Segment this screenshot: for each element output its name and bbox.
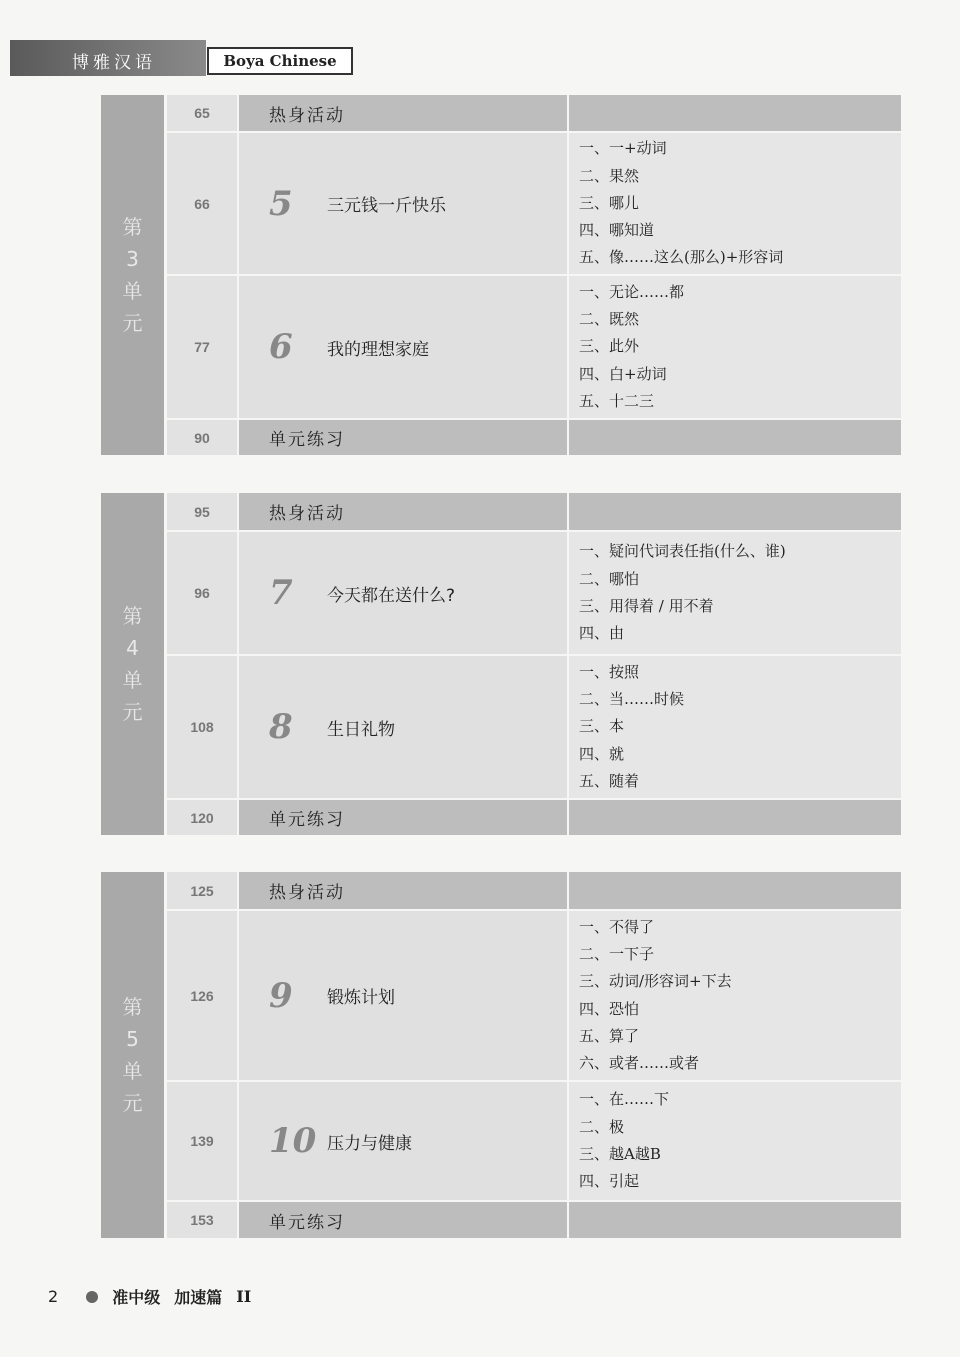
grammar-points: [569, 800, 901, 835]
entry-title-cell: [239, 276, 567, 418]
grammar-points: [569, 656, 901, 798]
page-ref: 65: [167, 95, 237, 131]
entry-title[interactable]: 我的理想家庭: [327, 339, 429, 360]
grammar-point: 二、极: [579, 1117, 625, 1136]
series-title-en: Boya Chinese: [207, 47, 353, 75]
page-ref: 90: [167, 420, 237, 455]
unit-label-char: 单: [122, 1059, 143, 1083]
toc-lesson-row[interactable]: [167, 1082, 901, 1200]
entry-title[interactable]: 单元练习: [269, 430, 345, 450]
page-ref: 153: [167, 1202, 237, 1238]
grammar-point: 二、既然: [579, 310, 640, 329]
toc-band-row[interactable]: [167, 800, 901, 835]
grammar-points: [569, 493, 901, 530]
entry-title[interactable]: 热身活动: [269, 105, 345, 126]
toc-lesson-row[interactable]: [167, 133, 901, 274]
grammar-point: 三、用得着 / 用不着: [579, 597, 714, 615]
toc-band-row[interactable]: [167, 493, 901, 530]
unit-label-char: 第: [122, 215, 143, 239]
grammar-point: 二、一下子: [579, 944, 655, 963]
grammar-point: 三、哪儿: [579, 193, 640, 212]
entry-title-cell: [239, 656, 567, 798]
grammar-points: [569, 532, 901, 654]
entry-title-cell: [239, 800, 567, 835]
unit-section: [101, 95, 901, 455]
unit-label-char: 第: [122, 604, 143, 628]
grammar-points: [569, 95, 901, 131]
grammar-point: 三、动词/形容词+下去: [579, 972, 732, 991]
unit-label-char: 第: [122, 995, 143, 1019]
toc-lesson-row[interactable]: [167, 532, 901, 654]
grammar-point: 五、随着: [579, 771, 640, 790]
entry-title-cell: [239, 911, 567, 1080]
grammar-point: 一、不得了: [579, 917, 655, 936]
entry-title[interactable]: 单元练习: [269, 810, 345, 830]
book-level: 准中级: [112, 1288, 161, 1307]
unit-label-char: 5: [126, 1027, 139, 1051]
grammar-point: 四、白+动词: [579, 364, 667, 383]
unit-section: [101, 872, 901, 1238]
toc-lesson-row[interactable]: [167, 276, 901, 418]
unit-section: [101, 493, 901, 835]
entry-title[interactable]: 三元钱一斤快乐: [327, 196, 446, 216]
toc-band-row[interactable]: [167, 95, 901, 131]
entry-title-cell: [239, 872, 567, 909]
unit-label-char: 元: [122, 700, 143, 724]
lesson-number: 10: [269, 1121, 317, 1161]
entry-title[interactable]: 锻炼计划: [327, 988, 395, 1008]
grammar-point: 五、十二三: [579, 391, 655, 410]
entry-title[interactable]: 今天都在送什么?: [327, 585, 456, 606]
grammar-point: 二、哪怕: [579, 569, 640, 588]
grammar-point: 五、算了: [579, 1026, 640, 1045]
grammar-points: [569, 1082, 901, 1200]
lesson-number: 5: [269, 183, 293, 224]
unit-label-char: 元: [122, 311, 143, 335]
unit-label-char: 4: [126, 636, 139, 660]
page-ref: 66: [167, 133, 237, 274]
series-title-cn: 博雅汉语: [72, 53, 156, 73]
unit-label: [101, 493, 164, 835]
grammar-point: 六、或者……或者: [579, 1054, 700, 1073]
grammar-point: 四、恐怕: [579, 999, 640, 1018]
entry-title[interactable]: 压力与健康: [327, 1133, 412, 1154]
grammar-point: 四、就: [579, 744, 625, 763]
grammar-points: [569, 1202, 901, 1238]
page-ref: 77: [167, 276, 237, 418]
grammar-point: 一、一+动词: [579, 139, 667, 158]
entry-title[interactable]: 热身活动: [269, 883, 345, 903]
unit-label-char: 元: [122, 1091, 143, 1115]
page-ref: 108: [167, 656, 237, 798]
lesson-number: 6: [269, 327, 293, 367]
grammar-point: 一、疑问代词表任指(什么、谁): [579, 542, 786, 561]
grammar-point: 一、按照: [579, 662, 640, 681]
toc-band-row[interactable]: [167, 1202, 901, 1238]
entry-title-cell: [239, 1202, 567, 1238]
toc-lesson-row[interactable]: [167, 911, 901, 1080]
page-ref: 139: [167, 1082, 237, 1200]
grammar-point: 四、哪知道: [579, 221, 655, 240]
book-volume: 加速篇: [174, 1288, 223, 1307]
entry-title[interactable]: 热身活动: [269, 504, 345, 524]
page-ref: 120: [167, 800, 237, 835]
grammar-point: 五、像……这么(那么)+形容词: [579, 248, 784, 267]
page-ref: 95: [167, 493, 237, 530]
book-part: II: [236, 1287, 252, 1306]
grammar-point: 二、当……时候: [579, 690, 685, 709]
grammar-points: [569, 133, 901, 274]
page-ref: 126: [167, 911, 237, 1080]
entry-title-cell: [239, 420, 567, 455]
unit-label: [101, 872, 164, 1238]
entry-title-cell: [239, 133, 567, 274]
grammar-point: 三、本: [579, 717, 625, 736]
entry-title-cell: [239, 1082, 567, 1200]
entry-title-cell: [239, 95, 567, 131]
grammar-points: [569, 420, 901, 455]
grammar-points: [569, 872, 901, 909]
toc-band-row[interactable]: [167, 872, 901, 909]
unit-label-char: 3: [126, 247, 139, 271]
grammar-point: 四、引起: [579, 1172, 640, 1191]
grammar-point: 三、此外: [579, 337, 640, 356]
unit-label-char: 单: [122, 668, 143, 692]
grammar-point: 一、在……下: [579, 1090, 670, 1109]
entry-title-cell: [239, 532, 567, 654]
grammar-points: [569, 911, 901, 1080]
bullet-icon: [86, 1291, 98, 1303]
lesson-number: 8: [269, 707, 293, 747]
entry-title[interactable]: 单元练习: [269, 1212, 345, 1233]
lesson-number: 9: [269, 975, 293, 1016]
page-number: 2: [48, 1287, 59, 1306]
page-ref: 96: [167, 532, 237, 654]
page-ref: 125: [167, 872, 237, 909]
unit-label-char: 单: [122, 279, 143, 303]
footer: [48, 1285, 251, 1308]
lesson-number: 7: [269, 573, 293, 613]
toc-band-row[interactable]: [167, 420, 901, 455]
grammar-point: 二、果然: [579, 166, 640, 185]
grammar-point: 三、越A越B: [579, 1145, 661, 1163]
entry-title-cell: [239, 493, 567, 530]
toc-lesson-row[interactable]: [167, 656, 901, 798]
entry-title[interactable]: 生日礼物: [327, 719, 395, 740]
grammar-points: [569, 276, 901, 418]
unit-label: [101, 95, 164, 455]
grammar-point: 四、由: [579, 624, 625, 643]
grammar-point: 一、无论……都: [579, 282, 685, 301]
